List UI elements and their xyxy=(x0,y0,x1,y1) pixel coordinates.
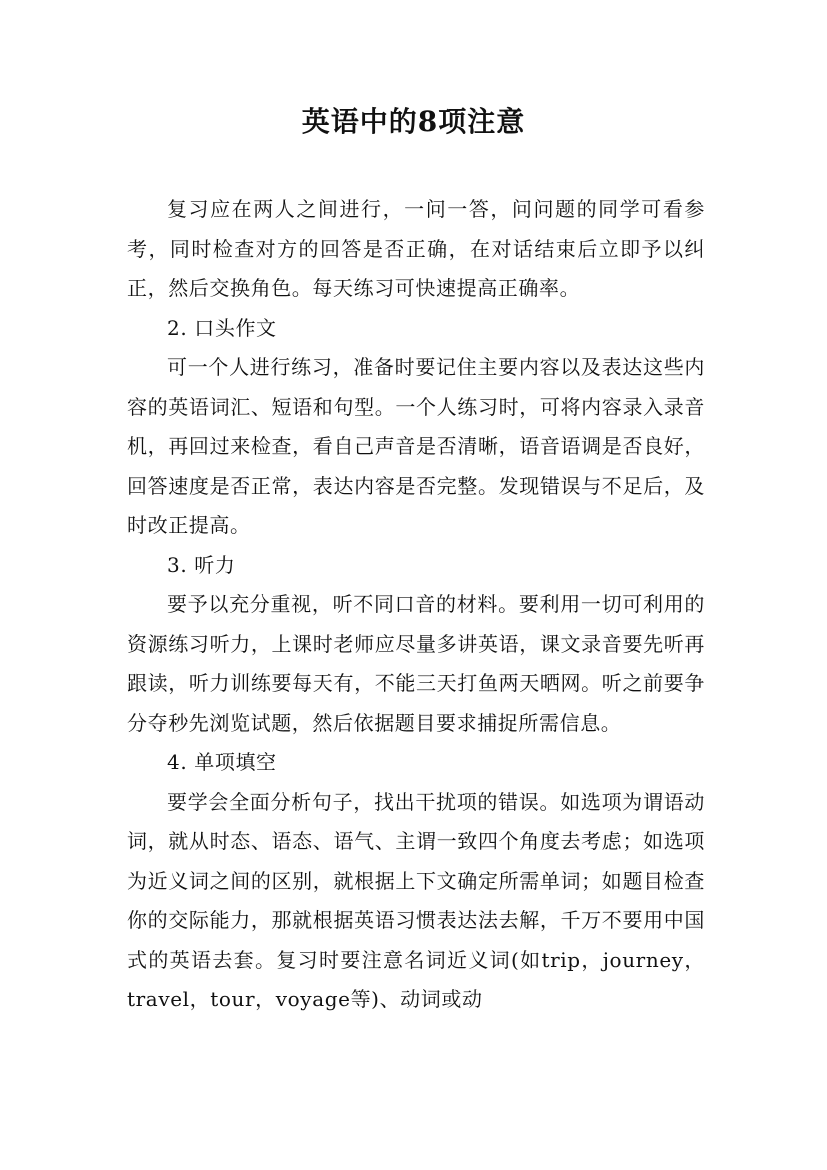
paragraph-listening: 要予以充分重视，听不同口音的材料。要利用一切可利用的资源练习听力，上课时老师应尽量多讲英语，课文录音要先听再跟读，听力训练要每天有，不能三天打鱼两天晒网。听之前要争分夺秒先浏览试题，然后依据题目要求捕捉所需信息。 xyxy=(127,592,705,735)
section-heading-listening: 3. 听力 xyxy=(167,552,236,577)
document-body xyxy=(127,190,705,1020)
paragraph-review-practice: 复习应在两人之间进行，一问一答，问问题的同学可看参考，同时检查对方的回答是否正确，在对话结束后立即予以纠正，然后交换角色。每天练习可快速提高正确率。 xyxy=(127,197,705,300)
document-title: 英语中的8项注意 xyxy=(301,105,526,138)
section-heading-oral-composition: 2. 口头作文 xyxy=(167,315,277,340)
section-heading-single-choice: 4. 单项填空 xyxy=(167,750,277,774)
paragraph-single-choice: 要学会全面分析句子，找出干扰项的错误。如选项为谓语动词，就从时态、语态、语气、主谓一致四个角度去考虑；如选项为近义词之间的区别，就根据上下文确定所需单词；如题目检查你的交际能力，那就根据英语习惯表达法去解，千万不要用中国式的英语去套。复习时要注意名词近义词(如trip，journey，travel，tour，voyage等)、动词或动 xyxy=(127,789,705,1011)
paragraph-oral-composition: 可一个人进行练习，准备时要记住主要内容以及表达这些内容的英语词汇、短语和句型。一个人练习时，可将内容录入录音机，再回过来检查，看自己声音是否清晰，语音语调是否良好，回答速度是否正常，表达内容是否完整。发现错误与不足后，及时改正提高。 xyxy=(127,355,705,537)
